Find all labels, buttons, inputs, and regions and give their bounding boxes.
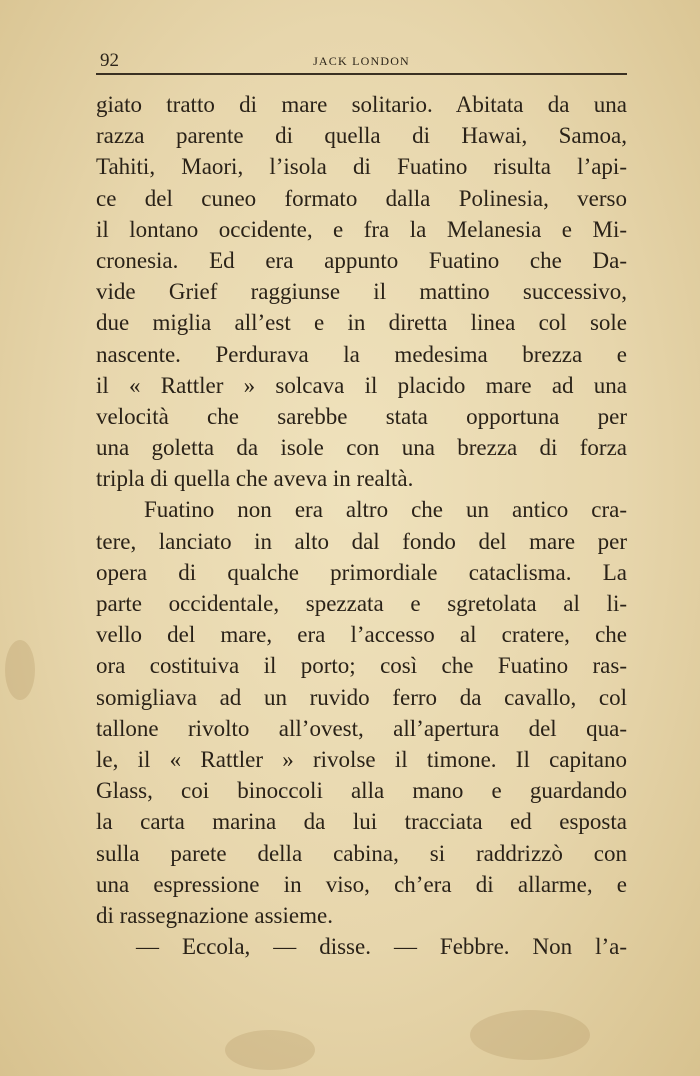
- text-line: vide Grief raggiunse il mattino successivo,: [96, 279, 627, 305]
- text-line: ce del cuneo formato dalla Polinesia, verso: [96, 185, 627, 211]
- header-rule: [96, 73, 627, 75]
- text-line: velocità che sarebbe stata opportuna per: [96, 403, 627, 429]
- text-line: Glass, coi binoccoli alla mano e guardando: [96, 778, 627, 804]
- text-line: il lontano occidente, e fra la Melanesia e Mi-: [96, 216, 627, 242]
- text-line: parte occidentale, spezzata e sgretolata al li-: [96, 591, 627, 616]
- paragraph-start-line: Fuatino non era altro che un antico cra-: [144, 497, 627, 523]
- text-line: sulla parete della cabina, si raddrizzò con: [96, 840, 627, 866]
- text-line: tallone rivolto all’ovest, all’apertura del qua-: [96, 715, 627, 741]
- text-line: cronesia. Ed era appunto Fuatino che Da-: [96, 247, 627, 273]
- text-line: le, il « Rattler » rivolse il timone. Il capitano: [96, 746, 627, 772]
- dialogue-line: — Eccola, — disse. — Febbre. Non l’a-: [136, 934, 627, 960]
- paragraph-end-line: di rassegnazione assieme.: [96, 902, 333, 928]
- page-number: 92: [100, 50, 119, 71]
- running-head: JACK LONDON: [313, 54, 410, 68]
- body-text: [96, 89, 627, 962]
- text-line: tere, lanciato in alto dal fondo del mare per: [96, 528, 627, 554]
- paragraph-end-line: tripla di quella che aveva in realtà.: [96, 466, 414, 492]
- paper-stain: [5, 640, 35, 700]
- page-header: [96, 44, 627, 72]
- text-line: opera di qualche primordiale cataclisma. La: [96, 559, 627, 585]
- text-line: due miglia all’est e in diretta linea col sole: [96, 310, 627, 336]
- paper-stain: [225, 1030, 315, 1070]
- text-line: una espressione in viso, ch’era di allarme, e: [96, 871, 627, 897]
- paper-stain: [470, 1010, 590, 1060]
- text-line: vello del mare, era l’accesso al cratere, che: [96, 622, 627, 648]
- text-line: somigliava ad un ruvido ferro da cavallo, col: [96, 684, 627, 710]
- text-line: razza parente di quella di Hawai, Samoa,: [96, 123, 627, 149]
- text-line: la carta marina da lui tracciata ed esposta: [96, 809, 627, 835]
- text-line: nascente. Perdurava la medesima brezza e: [96, 341, 627, 367]
- text-line: ora costituiva il porto; così che Fuatino ras-: [96, 653, 627, 679]
- text-line: giato tratto di mare solitario. Abitata da una: [96, 92, 627, 117]
- text-line: Tahiti, Maori, l’isola di Fuatino risulta l’api-: [96, 154, 627, 180]
- text-line: una goletta da isole con una brezza di forza: [96, 435, 627, 461]
- text-line: il « Rattler » solcava il placido mare ad una: [96, 372, 627, 398]
